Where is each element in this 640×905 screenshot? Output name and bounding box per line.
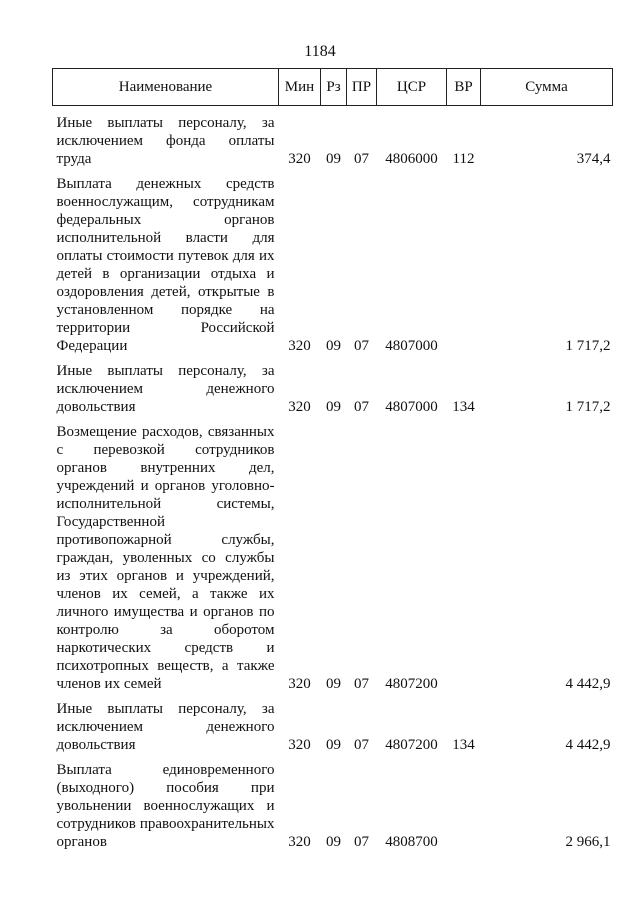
row-rz: 09 (326, 737, 341, 753)
row-csr: 4808700 (385, 834, 438, 850)
row-name: Иные выплаты персоналу, за исключением денежного довольствия (56, 363, 275, 415)
row-pr: 07 (354, 338, 369, 354)
row-pr: 07 (354, 676, 369, 692)
row-name: Выплата денежных средств военнослужащим, сотрудникам федеральных органов исполнительной власти для оплаты стоимости путевок для их детей в организации отдыха и оздоровления детей, открытые в установленном порядке на территории Российской Федерации (56, 176, 275, 354)
row-csr: 4807000 (385, 399, 438, 415)
row-rz: 09 (326, 676, 341, 692)
row-pr: 07 (354, 151, 369, 167)
row-sum: 2 966,1 (565, 834, 611, 850)
row-min: 320 (288, 737, 311, 753)
header-rz: Рз (321, 69, 347, 106)
row-csr: 4807000 (385, 338, 438, 354)
row-vr: 134 (452, 737, 475, 753)
row-vr: 112 (452, 151, 475, 167)
row-pr: 07 (354, 834, 369, 850)
header-min: Мин (279, 69, 321, 106)
row-sum: 374,4 (576, 151, 611, 167)
row-vr (447, 423, 481, 700)
row-csr: 4806000 (385, 151, 438, 167)
row-name: Выплата единовременного (выходного) пособия при увольнении военнослужащих и сотрудников правоохранительных органов (56, 762, 275, 850)
budget-table (52, 68, 613, 858)
row-min: 320 (288, 834, 311, 850)
table-row (53, 423, 613, 700)
row-min: 320 (288, 676, 311, 692)
row-sum: 4 442,9 (565, 676, 611, 692)
row-vr: 134 (452, 399, 475, 415)
page-number: 1184 (304, 43, 336, 60)
row-vr (447, 175, 481, 362)
row-min: 320 (288, 151, 311, 167)
table-row (53, 700, 613, 761)
table-row (53, 761, 613, 858)
row-pr: 07 (354, 399, 369, 415)
row-rz: 09 (326, 399, 341, 415)
row-pr: 07 (354, 737, 369, 753)
table-row (53, 175, 613, 362)
row-name: Иные выплаты персоналу, за исключением фонда оплаты труда (56, 115, 275, 167)
row-sum: 1 717,2 (565, 338, 611, 354)
table-header-row (53, 69, 613, 106)
row-csr: 4807200 (385, 737, 438, 753)
row-name: Иные выплаты персоналу, за исключением денежного довольствия (56, 701, 275, 753)
row-min: 320 (288, 399, 311, 415)
row-rz: 09 (326, 834, 341, 850)
row-min: 320 (288, 338, 311, 354)
header-csr: ЦСР (377, 69, 447, 106)
header-pr: ПР (347, 69, 377, 106)
row-name: Возмещение расходов, связанных с перевозкой сотрудников органов внутренних дел, учреждений и органов уголовно-исполнительной системы, Государственной противопожарной службы, граждан, уволенных со службы из этих органов и учреждений, членов их семей, а также их личного имущества и органов по контролю за оборотом наркотических средств и психотропных веществ, а также членов их семей (56, 424, 275, 692)
row-rz: 09 (326, 338, 341, 354)
header-vr: ВР (447, 69, 481, 106)
header-name: Наименование (53, 69, 279, 106)
row-sum: 1 717,2 (565, 399, 611, 415)
table-row (53, 106, 613, 176)
row-rz: 09 (326, 151, 341, 167)
table-row (53, 362, 613, 423)
row-sum: 4 442,9 (565, 737, 611, 753)
header-sum: Сумма (481, 69, 613, 106)
row-csr: 4807200 (385, 676, 438, 692)
row-vr (447, 761, 481, 858)
